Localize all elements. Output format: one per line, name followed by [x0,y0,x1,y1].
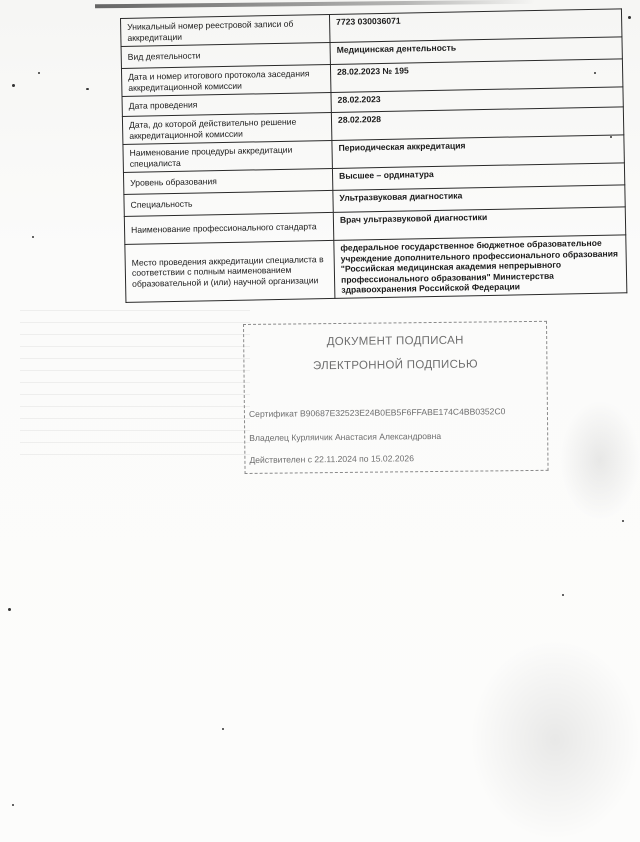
row-value: Периодическая аккредитация [332,135,624,169]
row-label: Место проведения аккредитации специалиста в соответствии с полным наименованием образовательной и (или) научной организации [125,240,335,302]
stamp-certificate: Сертификат В90687Е32523Е24В0ЕВ5F6FFABE174C4BB0352C0 [248,406,506,419]
row-value: Высшее – ординатура [332,163,624,191]
accreditation-table-wrapper [120,8,627,303]
row-value: Ультразвуковая диагностика [333,185,625,213]
scan-speck [628,16,631,19]
scan-shadow [470,640,640,840]
row-value: 28.02.2023 [331,87,623,113]
row-value: 7723 030036071 [329,9,621,43]
scan-speck [594,72,596,74]
scan-speck [8,608,11,611]
table-row [125,235,627,303]
scan-speck [12,804,14,806]
stamp-validity: Действителен с 22.11.2024 по 15.02.2026 [249,453,415,465]
electronic-signature-stamp [243,321,549,474]
scan-top-edge [95,0,535,8]
scan-speck [38,72,40,74]
row-label: Дата, до которой действительно решение аккредитационной комиссии [122,112,331,144]
row-label: Дата проведения [122,92,331,116]
scan-speck [610,136,612,138]
row-label: Уровень образования [123,168,332,194]
scan-speck [622,520,624,522]
accreditation-table [120,8,627,303]
row-value: 28.02.2028 [331,107,623,141]
scan-speck [12,84,15,87]
row-label: Наименование профессионального стандарта [124,212,333,244]
scan-speck [86,88,89,90]
stamp-title-line1: ДОКУМЕНТ ПОДПИСАН [326,334,464,349]
bleed-through-text [20,310,250,460]
scan-speck [222,728,224,730]
stamp-title-line2: ЭЛЕКТРОННОЙ ПОДПИСЬЮ [312,358,478,373]
row-label: Специальность [124,190,333,216]
scan-speck [562,594,564,596]
row-label: Дата и номер итогового протокола заседания аккредитационной комиссии [121,64,330,96]
scan-speck [32,236,34,238]
row-value: федеральное государственное бюджетное образовательное учреждение дополнительного профессионального образования "Российская медицинская академия непрерывного профессионального образования" Министерства здравоохранения Российской Федерации [334,235,627,299]
row-value: 28.02.2023 № 195 [330,59,622,93]
row-label: Наименование процедуры аккредитации специалиста [123,140,332,172]
row-label: Уникальный номер реестровой записи об аккредитации [121,14,330,46]
scan-shadow [560,400,640,520]
stamp-owner: Владелец Курляичик Анастасия Александровна [249,430,442,443]
row-value: Медицинская дентельность [330,37,622,65]
row-label: Вид деятельности [121,42,330,68]
row-value: Врач ультразвуковой диагностики [333,207,625,241]
